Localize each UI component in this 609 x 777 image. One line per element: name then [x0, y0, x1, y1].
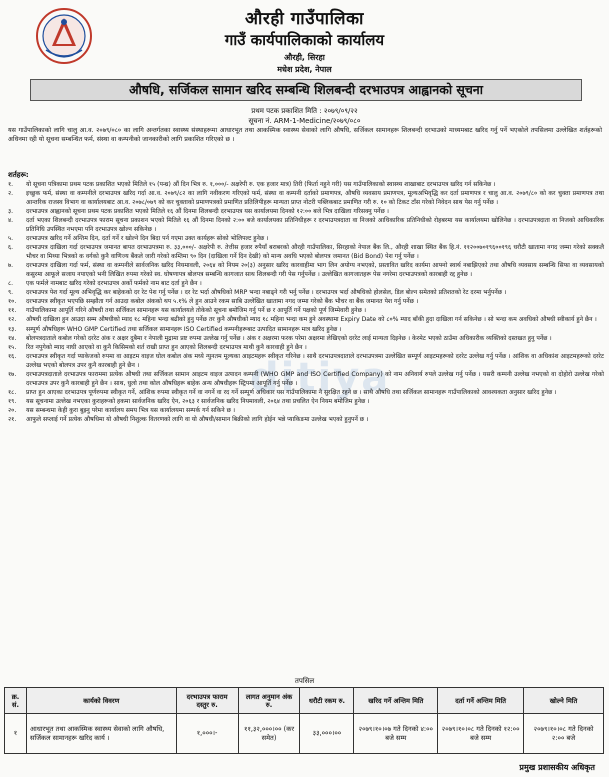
address-line-2: मधेश प्रदेश, नेपाल: [277, 65, 332, 74]
condition-text: एक फर्मले नामबाट खरिद गरेको दरभाउपत्र अर्को फर्मको नाम बाट दर्ता हुने छैन ।: [26, 279, 202, 287]
condition-text: दरभाउपत्र आह्वानको सूचना प्रथम पटक प्रकाशित भएको मितिले १६ औं दिनमा शिलबन्दी दरभाउपत्र यस कार्यालयमा दिनको १२:०० बजे भित्र दाखिला गरिसक्नु पर्नेछ ।: [26, 207, 389, 215]
condition-text: दरभाउपत्र स्वीकृत गर्दा प्याकेजको रुपमा वा आइटम वाइज घोल कबोल अंक मध्ये न्युनतम मूल्यका आइटमहरू स्वीकृत गरिनेछ । साथै दरभाउपत्रदाताले दरभाउपत्रमा उल्लेखित सम्पूर्ण आइटमहरूको दररेट उल्लेख गर्नु पर्नेछ । आंशिक वा अधिकांश आइटमहरूको दररेट उल्लेख भएको बोलपत्र उपर कुनै कारबाही हुने छैन ।: [26, 353, 604, 369]
condition-number: ४.: [8, 217, 14, 225]
col-form-fee: दरभाउपत्र फाराम दस्तुर रु.: [176, 688, 238, 714]
signature-title: प्रमुख प्रशासकीय अधिकृत: [519, 763, 595, 772]
condition-text: दरभाउपत्र खरिद गर्ने अन्तिम दिन, दर्ता गर्ने र खोल्ने दिन बिदा पर्न गएमा उक्त कार्यहरू सोको भोलिपल्ट हुनेछ ।: [26, 234, 269, 242]
condition-item: [8, 289, 604, 298]
table-label: तपसिल: [294, 677, 315, 685]
cell-form-fee: १,०००।-: [176, 714, 238, 754]
cell-open-date: २०७९।१०।०८ गते दिनको २:०० बजे: [524, 714, 604, 754]
condition-item: [8, 307, 604, 316]
condition-item: [8, 280, 604, 289]
condition-text: बोलपत्रदाताले कबोल गरेको दररेट अंक र अक्षर दुबैमा र नेपाली मुद्रामा प्रष्ट रुपमा उल्लेख गर्नु पर्नेछ । अंक र अक्षरमा फरक परेमा अक्षरमा लेखिएको दररेट लाई मान्यता दिइनेछ । केरमेट भएको ठाउँमा अधिकारीक व्यक्तिको दस्तखत हुनु पर्नेछ ।: [26, 334, 552, 342]
condition-number: ८.: [8, 279, 14, 287]
condition-number: २.: [8, 190, 14, 198]
condition-item: [8, 398, 604, 407]
col-estimate: लागत अनुमान अंक रु.: [238, 688, 300, 714]
condition-text: सम्पूर्ण औषधिहरू WHO GMP Certified तथा सर्जिकल सामानहरू ISO Certified कम्पनीहरूबाट उत्पादित सामानहरू मात्र खरिद हुनेछ ।: [26, 325, 342, 333]
office-name: गाउँ कार्यपालिकाको कार्यालय: [224, 31, 385, 49]
conditions-heading: शर्तहरू:: [8, 171, 29, 179]
condition-item: [8, 326, 604, 335]
condition-item: [8, 353, 604, 370]
condition-number: १९.: [8, 397, 17, 405]
condition-number: १४.: [8, 334, 17, 342]
condition-number: १२.: [8, 316, 17, 324]
condition-text: दरभाउपत्र दाखिला गर्दा दरभाउपत्र जमानत बापत दरभाउपत्रमा रु. ३३,०००/- अक्षरेपी रु. तेत्तीस हजार रुपैयाँ बराबरको औरही गाउँपालिका, सिरहाको नेपाल बैंक लि., औरही शाखा स्थित बैंक हि.नं. ११२००७०१९६००१९६ धरौटी खातामा नगद जम्मा गरेको सक्कलै भौचर वा मिथ्या भित्रको क वर्गको कुनै वाणिज्य बैंकले जारी गरेको कम्तिमा ९० दिन (दाखिला गर्ने दिन देखी) को मान्य अवधि भएको बोलपत्र जमानत (Bid Bond) पेश गर्नु पर्नेछ ।: [26, 244, 604, 260]
col-deposit: धरौटी रकम रु.: [300, 688, 354, 714]
cell-description: आधारभूत तथा आकस्मिक स्वास्थ्य सेवाको लागि औषधि, सर्जिकल सामानहरू खरिद कार्य ।: [26, 714, 176, 754]
col-open-date: खोल्ने मिति: [524, 688, 604, 714]
notice-number: सूचना नं. ARM-1-Medicine/२०७९/०८०: [248, 117, 361, 125]
condition-number: २१.: [8, 416, 17, 424]
condition-number: ११.: [8, 307, 17, 315]
condition-item: [8, 217, 604, 234]
condition-item: [8, 208, 604, 217]
condition-text: यस सम्बन्धमा केही कुरा बुझ्नु परेमा कार्यालय समय भित्र यस कार्यालयमा सम्पर्क गर्न सकिने छ ।: [26, 407, 236, 415]
notice-title: औषधि, सर्जिकल सामान खरिद सम्बन्धि शिलबन्दी दरभाउपत्र आह्वानको सूचना: [129, 82, 483, 97]
table-row: [5, 714, 604, 754]
condition-number: १५.: [8, 344, 17, 351]
condition-number: ३.: [8, 207, 14, 215]
condition-text: दरभाउपत्र पेश गर्दा मूल्य अभिवृद्धि कर बाहेकको दर रेट पेश गर्नु पर्नेछ । दर रेट भर्दा औषधिको MRP भन्दा नबाढ्ने गरी भर्नु पर्नेछ । दरभाउपत्र भर्दा औषधिको होलसेल, डिल बोल्न समेतको प्रतिशतको रेट दरमा भर्नुपर्नेछ ।: [26, 288, 507, 296]
condition-number: ६.: [8, 244, 14, 252]
col-submit-last: दर्ता गर्ने अन्तिम मिति: [438, 688, 524, 714]
cell-submit-last: २०७९।१०।०८ गते दिनको १२:०० बजे सम्म: [438, 714, 524, 754]
condition-number: १३.: [8, 325, 17, 333]
condition-item: [8, 298, 604, 307]
condition-item: [8, 190, 604, 207]
condition-text: प्राप्त हुन आएका दरभाउपत्र पूर्णरुपमा स्वीकृत गर्ने, आंशिक रुपमा स्वीकृत गर्ने वा नगर्ने वा रद गर्ने सम्पूर्ण अधिकार यस गाउँपालिकामा नै सुरक्षित रहने छ । साथै औषधि तथा सर्जिकल सामानहरू गाउँपालिकाको आवश्यकता अनुसार खरिद हुनेछ ।: [26, 388, 557, 396]
condition-item: [8, 389, 604, 398]
notice-title-bar: [30, 79, 582, 101]
condition-text: औषधी दाखिला हुन आउदा सम्म औषधीको म्याद १८ महिना भन्दा बढीको हुनु पर्नेछ तर कुनै औषधीको म्याद १८ महिना भन्दा कम हुने अवस्थामा Expiry Date को ८०% म्याद बाँकी हुदा दाखिला गर्न सकिनेछ । सो भन्दा कम अवधिको औषधी स्वीकार्य हुने छैन ।: [26, 316, 597, 324]
condition-number: ५.: [8, 234, 14, 242]
condition-number: २०.: [8, 407, 17, 415]
col-purchase-last: खरिद गर्ने अन्तिम मिति: [354, 688, 438, 714]
condition-text: आफुले सप्लाई गर्ने प्रत्येक औषधिमा यो औषधी निशुल्क वितरणको लागि वा यो औषधी/सामान बिक्रीको लागि होईन भन्ने प्याकिङमा उल्लेख भएको हुनुपर्ने छ ।: [26, 416, 369, 424]
col-description: कार्यको विवरण: [26, 688, 176, 714]
condition-text: गाउँपालिकामा आपूर्ति गरिने औषधी तथा सर्जिकल सामानहरू यस कार्यालयले तोकेको सूचना बमोजिम गर्नु पर्ने छ र आपूर्ति गर्ने पक्षको पूर्ण जिम्मेवारी हुनेछ ।: [26, 307, 367, 315]
org-name: औरही गाउँपालिका: [245, 9, 364, 29]
condition-item: [8, 416, 604, 425]
condition-number: १०.: [8, 298, 17, 306]
table-header-row: [5, 688, 604, 714]
condition-number: १.: [8, 181, 14, 188]
condition-text: यो सूचना पत्रिकामा प्रथम पटक प्रकाशित भएको मितिले १५ (पन्ध्र) औं दिन भित्र रु. १,०००/- अक्षरेपी रु. एक हजार मात्र) तिरी (फिर्ता नहुने गरी) यस गाउँपालिकाको स्वास्थ्य शाखाबाट दरभाउपत्र खरिद गर्न सकिनेछ ।: [26, 181, 496, 188]
condition-number: १६.: [8, 353, 17, 361]
cell-sn: १: [5, 714, 27, 754]
condition-item: [8, 235, 604, 244]
condition-text: इच्छुक फर्म, संस्था वा कम्पनीले दरभाउपत्र खरिद गर्दा आ.व. २०७९/८२ का लागि नवीकरण गरिएको फर्म, संस्था वा कम्पनी दर्ताको प्रमाणपत्र, औषधि व्यवसाय प्रमाणपत्र, मूल्यअभिवृद्धि कर दर्ता प्रमाणपत्र र चालु आ.व. २०७९/८० को कर चुक्ता प्रमाणपत्र तथा आन्तरिक राजस्व विभाग वा कार्यालयबाट आ.व. २०७८/०७९ को कर चुक्ताको प्रमाणपत्रको प्रमाणित प्रतिलिपीहरू मान्यता प्राप्त नोटरी पब्लिकबाट प्रमाणित गरी रु. १० को टिकट टाँस गरेको निवेदन साथ पेस गर्नु पर्नेछ ।: [26, 190, 604, 206]
condition-number: ७.: [8, 261, 14, 269]
condition-text: दरभाउपत्र दाखिला गर्दा फर्म, संस्था वा कम्पनीले सार्वजनिक खरिद नियमावली, २०६४ को नियम २०(३) अनुसार खरिद कारवाहीमा भाग लिन अयोग्य नभएको, प्रस्तावित खरिद कार्यमा आफ्नो स्वार्थ नबाझिएको तथा औषधि व्यवसाय सम्बन्धि सिफा वा व्यवसायको कसुरमा आफूले सजाय नपाएको भनी लिखित रुपमा गरेको स्व. घोषणापत्र बोलपत्र सम्बन्धि कागजात साथ शिलबन्दी गरी पेस गर्नुपर्नेछ । उल्लेखित कागजातहरू पेस नगरेमा दरभाउपत्रको कारबाही रद्द हुनेछ ।: [26, 261, 604, 278]
condition-number: १७.: [8, 370, 17, 378]
condition-text: दरभाउपत्र स्वीकृत भएपछि सम्झौता गर्न आउदा कबोल अंकको थप ५.१% ले हुन आउने रकम साबि उल्लेखित खातामा नगद जम्मा गरेको बैंक भौचर वा बैंक जमानत पेश गर्नु पर्नेछ ।: [26, 298, 419, 306]
intro-paragraph: यस गाउँपालिकाको लागि चालु आ.व. २०७९/०८० का लागि अन्तर्गतका स्वास्थ्य संस्थाहरूमा आधारभूत तथा आकस्मिक स्वास्थ्य सेवाको लागि औषधि, सर्जिकल सामानहरू शिलबन्दी दरभाउको माध्यमबाट खरिद गर्नु पर्ने भएकोले तपसिलमा उल्लेखित शर्तहरूको अधिनमा रही यो सूचना सम्बन्धित फर्म, संस्था वा कम्पनीको जानकारीको लागि प्रकाशित गरिएको छ ।: [8, 127, 602, 143]
condition-text: यस सूचनामा उल्लेख नभएका कुराहरूको हकमा सार्वजनिक खरिद ऐन, २०६३ र सार्वजनिक खरिद नियमावली, २०६४ तथा प्रचलित ऐन नियम बमोजिम हुनेछ ।: [26, 397, 370, 405]
notice-header: [0, 0, 609, 104]
condition-item: [8, 244, 604, 261]
col-sn: क्र. सं.: [5, 688, 27, 714]
condition-text: रित नपुगेको म्याद नाघी आएको वा कुनै किसिमको शर्त राखी प्राप्त हुन आएको शिलबन्दी दरभाउपत्र माथी कुनै कारवाही हुने छैन ।: [26, 344, 307, 351]
items-table: [4, 687, 604, 754]
condition-item: [8, 316, 604, 325]
publish-date: प्रथम पटक प्रकाशित मिति : २०७९/०९/२२: [251, 107, 358, 115]
cell-estimate: ११,३२,०००।०० (कर समेत): [238, 714, 300, 754]
watermark-text: ditiya: [250, 355, 391, 401]
condition-item: [8, 371, 604, 388]
condition-item: [8, 344, 604, 353]
condition-item: [8, 335, 604, 344]
condition-item: [8, 181, 604, 190]
condition-item: [8, 407, 604, 416]
condition-item: [8, 262, 604, 279]
cell-deposit: ३३,०००।००: [300, 714, 354, 754]
condition-text: दर्ता भएका शिलबन्दी दरभाउपत्र फाराम सूचना प्रकाशन भएको मितिले १६ औं दिनमा दिनको २:०० बजे कार्यालयका प्रतिनिधीहरू र दरभाउपत्रदाता वा निजको आधिकारिक प्रतिनिधीको रोहबरमा यस कार्यालयमा खोलिनेछ । दरभाउपत्रदाता वा निजको आधिकारिक प्रतिनिधि उपस्थित नभएमा पनि दरभाउपत्र खोल्न सकिनेछ ।: [26, 217, 604, 233]
condition-number: ९.: [8, 288, 14, 296]
cell-purchase-last: २०७९।१०।०७ गते दिनको ४:०० बजे सम्म: [354, 714, 438, 754]
conditions-list: [8, 181, 604, 426]
address-line-1: औरही, सिरहा: [284, 53, 325, 62]
condition-text: दरभाउपत्रदाताले दरभाउपत्र फाराममा प्रत्येक औषधी तथा सर्जिकल सामान आइटम वाइज उत्पादन कम्पनी (WHO GMP and ISO Certified Company) को नाम अनिवार्य रुपले उल्लेख गर्नु पर्नेछ । यसरी कम्पनी उल्लेख नभएको वा दोहोरो उल्लेख गरेको दरभाउपत्र उपर कुनै कारबाही हुने छैन । साथ, धुलो तथा कोल औषधिहरू बाहेक अन्य औषधीहरू स्ट्रिपमा आपूर्ति गर्नु पर्नेछ ।: [26, 370, 604, 387]
condition-number: १८.: [8, 388, 17, 396]
